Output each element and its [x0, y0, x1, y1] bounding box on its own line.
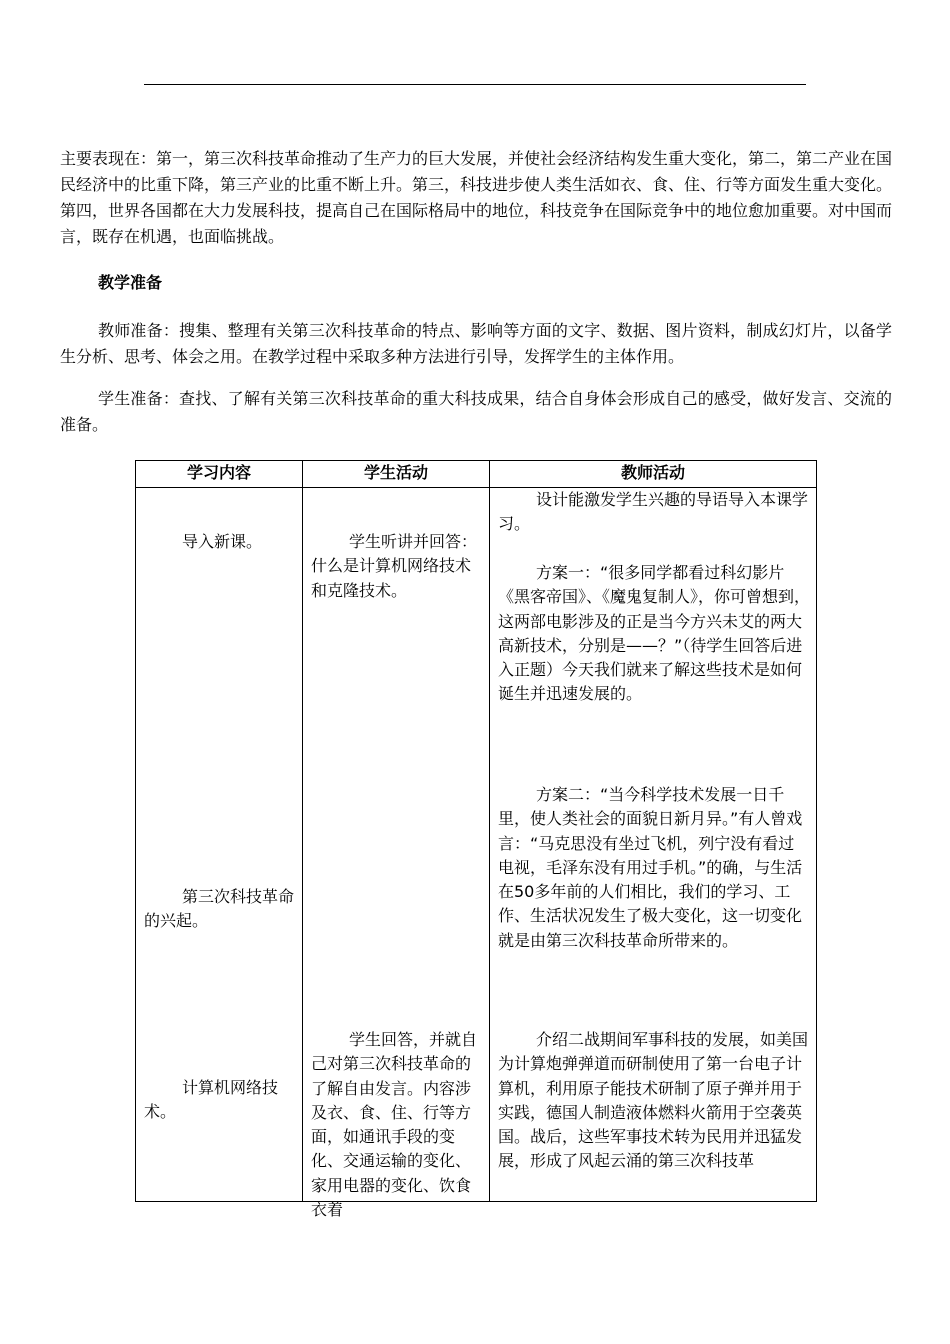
teacher-activity-1: 设计能激发学生兴趣的导语导入本课学习。	[498, 490, 809, 534]
header-student-activity: 学生活动	[303, 461, 490, 488]
teacher-activity-3: 方案二：“当今科学技术发展一日千里，使人类社会的面貌日新月异。”有人曾戏言：“马克思没有坐过飞机，列宁没有看过电视，毛泽东没有用过手机。”的确，与生活在50多年前的人们相比，我们的学习、工作、生活状况发生了极大变化，这一切变化就是由第三次科技革命所带来的。	[498, 785, 803, 950]
student-prep-paragraph: 学生准备：查找、了解有关第三次科技革命的重大科技成果，结合自身体会形成自己的感受，做好发言、交流的准备。	[60, 389, 892, 434]
content-intro: 导入新课。	[182, 532, 263, 551]
teacher-prep-paragraph: 教师准备：搜集、整理有关第三次科技革命的特点、影响等方面的文字、数据、图片资料，制成幻灯片，以备学生分析、思考、体会之用。在教学过程中采取多种方法进行引导，发挥学生的主体作用。	[60, 321, 892, 366]
content-network: 计算机网络技术。	[144, 1078, 279, 1122]
lesson-table	[135, 460, 817, 1220]
content-cell	[136, 488, 303, 1202]
intro-paragraph: 主要表现在：第一，第三次科技革命推动了生产力的巨大发展，并使社会经济结构发生重大变化，第二，第二产业在国民经济中的比重下降，第三产业的比重不断上升。第三，科技进步使人类生活如衣、食、住、行等方面发生重大变化。第四，世界各国都在大力发展科技，提高自己在国际格局中的地位，科技竞争在国际竞争中的地位愈加重要。对中国而言，既存在机遇，也面临挑战。	[60, 149, 893, 246]
table-row	[136, 488, 817, 1202]
content-rise: 第三次科技革命的兴起。	[144, 887, 295, 931]
student-activity-1: 学生听讲并回答：什么是计算机网络技术和克隆技术。	[311, 532, 478, 600]
header-rule	[144, 84, 806, 85]
table-header-row	[136, 461, 817, 488]
teacher-activity-4: 介绍二战期间军事科技的发展，如美国为计算炮弹弹道而研制使用了第一台电子计算机，利用原子能技术研制了原子弹并用于实践，德国人制造液体燃料火箭用于空袭英国。战后，这些军事技术转为民用并迅猛发展，形成了风起云涌的第三次科技革	[498, 1030, 809, 1171]
student-cell	[303, 488, 490, 1220]
header-teacher-activity: 教师活动	[490, 461, 817, 488]
student-activity-2: 学生回答，并就自己对第三次科技革命的了解自由发言。内容涉及衣、食、住、行等方面，如通讯手段的变化、交通运输的变化、家用电器的变化、饮食衣着	[311, 1030, 478, 1220]
section-heading: 教学准备	[98, 273, 163, 292]
header-content: 学习内容	[136, 461, 303, 488]
teacher-activity-2: 方案一：“很多同学都看过科幻影片《黑客帝国》、《魔鬼复制人》，你可曾想到，这两部电影涉及的正是当今方兴未艾的两大高新技术，分别是——？”（待学生回答后进入正题）今天我们就来了解这些技术是如何诞生并迅速发展的。	[498, 563, 811, 704]
teacher-cell	[490, 488, 817, 1202]
